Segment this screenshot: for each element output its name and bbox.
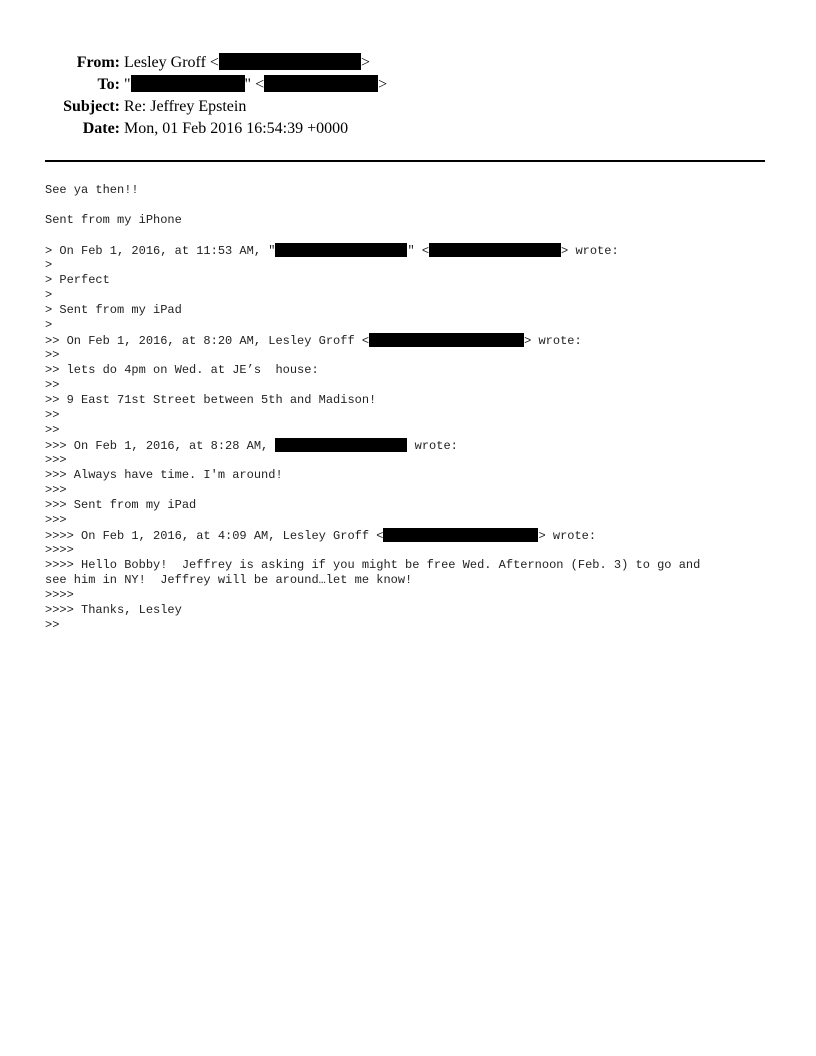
redaction-box <box>383 528 538 542</box>
subject-value: Re: Jeffrey Epstein <box>124 98 247 115</box>
quote-header-line: > On Feb 1, 2016, at 11:53 AM, " " < > wrote: <box>45 244 619 258</box>
to-value: " " < > <box>124 76 388 93</box>
body-line: > Sent from my iPad <box>45 303 182 317</box>
to-label: To: <box>97 76 120 93</box>
body-line: >>>> Hello Bobby! Jeffrey is asking if you might be free Wed. Afternoon (Feb. 3) to go and <box>45 558 701 572</box>
redaction-box <box>275 438 407 452</box>
body-line: >> <box>45 423 60 437</box>
email-body <box>45 183 770 633</box>
body-line: Sent from my iPhone <box>45 213 182 227</box>
body-line: >> <box>45 378 60 392</box>
quote-header-line: >>> On Feb 1, 2016, at 8:28 AM, wrote: <box>45 439 458 453</box>
body-line: >> <box>45 408 60 422</box>
from-value: Lesley Groff < > <box>124 54 370 71</box>
header-divider <box>45 160 765 162</box>
date-label: Date: <box>82 120 120 137</box>
redaction-box <box>429 243 561 257</box>
quote-header-line: >> On Feb 1, 2016, at 8:20 AM, Lesley Groff < > wrote: <box>45 334 582 348</box>
quote-header-line: >>>> On Feb 1, 2016, at 4:09 AM, Lesley Groff < > wrote: <box>45 529 597 543</box>
body-line: >>>> <box>45 543 74 557</box>
to-row <box>0 74 816 96</box>
body-line: >>> Sent from my iPad <box>45 498 197 512</box>
body-line: see him in NY! Jeffrey will be around…let me know! <box>45 573 413 587</box>
date-row <box>0 118 816 140</box>
body-line: >> <box>45 618 60 632</box>
from-name: Lesley Groff <box>124 54 206 71</box>
email-header <box>0 52 816 140</box>
body-line: >>>> <box>45 588 74 602</box>
redaction-box <box>264 75 378 92</box>
from-label: From: <box>76 54 120 71</box>
body-line: >>>> Thanks, Lesley <box>45 603 182 617</box>
body-line: > <box>45 288 53 302</box>
body-line: >>> <box>45 483 67 497</box>
body-line: >>> Always have time. I'm around! <box>45 468 283 482</box>
body-line: See ya then!! <box>45 183 139 197</box>
body-line: >>> <box>45 513 67 527</box>
body-line: >> <box>45 348 60 362</box>
body-line: >>> <box>45 453 67 467</box>
subject-row <box>0 96 816 118</box>
subject-label: Subject: <box>63 98 120 115</box>
redaction-box <box>275 243 407 257</box>
redaction-box <box>369 333 524 347</box>
body-line: > Perfect <box>45 273 110 287</box>
redaction-box <box>131 75 245 92</box>
from-row <box>0 52 816 74</box>
body-line: > <box>45 258 53 272</box>
body-line: > <box>45 318 53 332</box>
body-line: >> 9 East 71st Street between 5th and Madison! <box>45 393 377 407</box>
redaction-box <box>219 53 361 70</box>
date-value: Mon, 01 Feb 2016 16:54:39 +0000 <box>124 120 349 137</box>
body-line: >> lets do 4pm on Wed. at JE’s house: <box>45 363 319 377</box>
